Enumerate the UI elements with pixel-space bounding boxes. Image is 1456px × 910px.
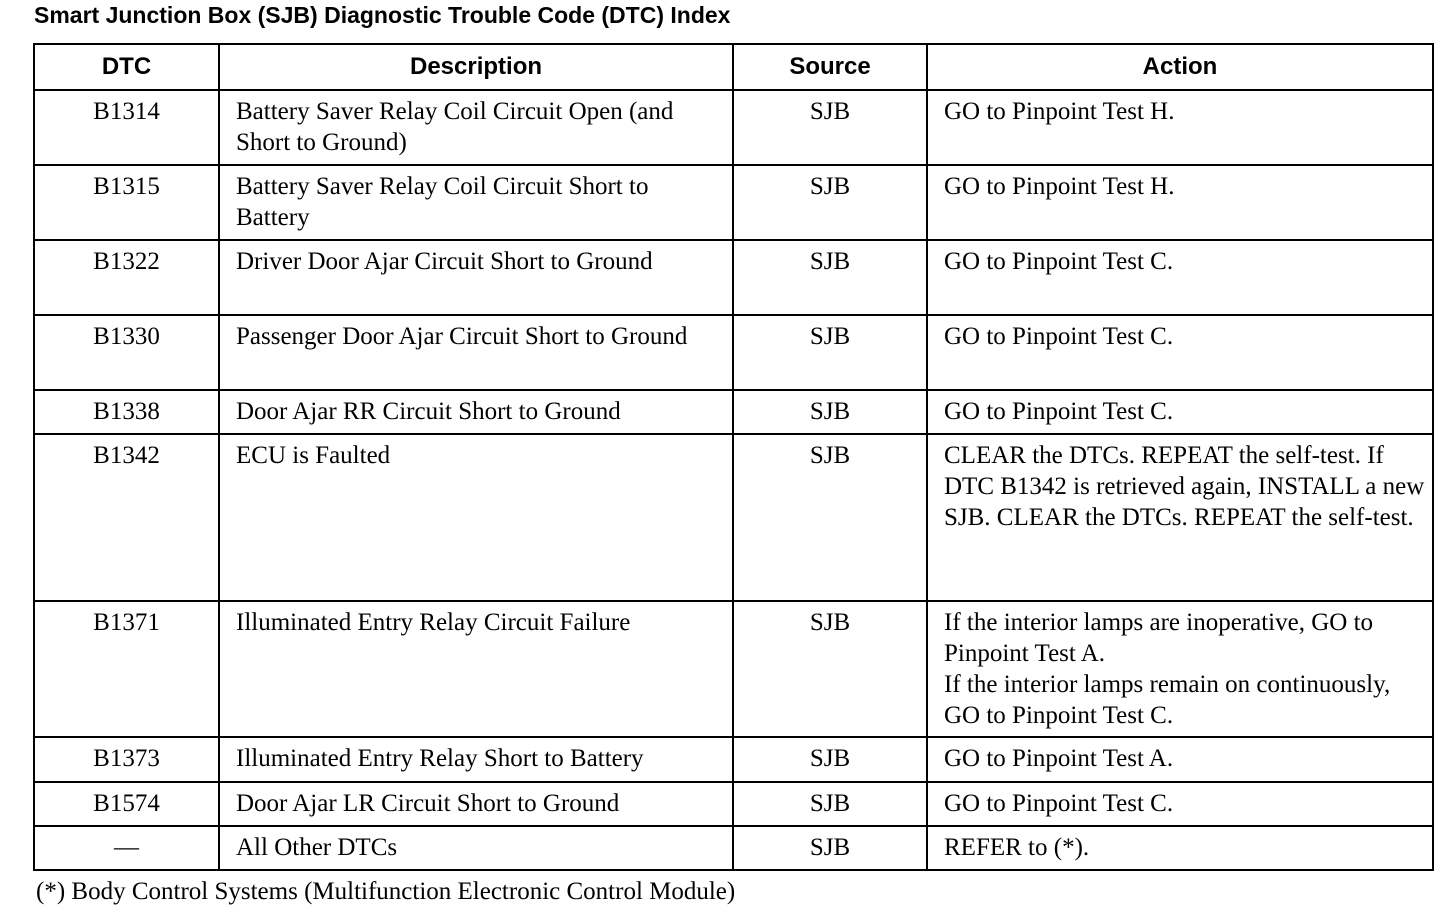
dtc-code: — <box>34 826 219 870</box>
dtc-source: SJB <box>733 737 927 782</box>
action-line: REFER to (*). <box>944 834 1090 861</box>
dtc-description: All Other DTCs <box>219 826 733 870</box>
table-row <box>34 315 1433 390</box>
dtc-source: SJB <box>733 601 927 737</box>
table-header-row <box>34 44 1433 90</box>
dtc-source: SJB <box>733 315 927 390</box>
dtc-code: B1314 <box>34 90 219 165</box>
dtc-source: SJB <box>733 165 927 240</box>
dtc-action <box>927 90 1433 165</box>
dtc-description: Battery Saver Relay Coil Circuit Short to Battery <box>219 165 733 240</box>
table-row <box>34 601 1433 737</box>
dtc-action <box>927 315 1433 390</box>
action-line: GO to Pinpoint Test H. <box>944 98 1175 125</box>
dtc-source: SJB <box>733 826 927 870</box>
dtc-description: Battery Saver Relay Coil Circuit Open (and Short to Ground) <box>219 90 733 165</box>
table-row <box>34 165 1433 240</box>
header-description: Description <box>219 44 733 90</box>
dtc-source: SJB <box>733 782 927 826</box>
table-row <box>34 90 1433 165</box>
dtc-code: B1330 <box>34 315 219 390</box>
dtc-source: SJB <box>733 390 927 434</box>
action-line: GO to Pinpoint Test C. <box>944 248 1174 275</box>
dtc-source: SJB <box>733 240 927 315</box>
dtc-description: Door Ajar LR Circuit Short to Ground <box>219 782 733 826</box>
dtc-description: Illuminated Entry Relay Circuit Failure <box>219 601 733 737</box>
header-action: Action <box>927 44 1433 90</box>
table-row <box>34 826 1433 870</box>
dtc-description: Driver Door Ajar Circuit Short to Ground <box>219 240 733 315</box>
dtc-code: B1574 <box>34 782 219 826</box>
action-line: GO to Pinpoint Test C. <box>944 323 1174 350</box>
dtc-code: B1322 <box>34 240 219 315</box>
table-row <box>34 390 1433 434</box>
footnote: (*) Body Control Systems (Multifunction Electronic Control Module) <box>36 878 736 905</box>
dtc-action <box>927 601 1433 737</box>
header-dtc: DTC <box>34 44 219 90</box>
dtc-action <box>927 165 1433 240</box>
page-title: Smart Junction Box (SJB) Diagnostic Trouble Code (DTC) Index <box>34 2 731 28</box>
dtc-action <box>927 434 1433 601</box>
header-source: Source <box>733 44 927 90</box>
dtc-description: Illuminated Entry Relay Short to Battery <box>219 737 733 782</box>
dtc-description: Passenger Door Ajar Circuit Short to Ground <box>219 315 733 390</box>
dtc-action <box>927 240 1433 315</box>
table-row <box>34 782 1433 826</box>
action-line: GO to Pinpoint Test H. <box>944 173 1175 200</box>
dtc-description: Door Ajar RR Circuit Short to Ground <box>219 390 733 434</box>
action-line: If the interior lamps are inoperative, GO to Pinpoint Test A. <box>944 609 1374 667</box>
action-line: GO to Pinpoint Test C. <box>944 398 1174 425</box>
dtc-code: B1342 <box>34 434 219 601</box>
dtc-source: SJB <box>733 434 927 601</box>
dtc-code: B1315 <box>34 165 219 240</box>
dtc-code: B1371 <box>34 601 219 737</box>
dtc-description: ECU is Faulted <box>219 434 733 601</box>
dtc-index-table <box>33 43 1434 871</box>
dtc-code: B1338 <box>34 390 219 434</box>
dtc-source: SJB <box>733 90 927 165</box>
action-line: GO to Pinpoint Test A. <box>944 745 1174 772</box>
action-line: If the interior lamps remain on continuously, GO to Pinpoint Test C. <box>944 671 1391 729</box>
action-line: GO to Pinpoint Test C. <box>944 790 1174 817</box>
dtc-action <box>927 826 1433 870</box>
dtc-action <box>927 737 1433 782</box>
dtc-code: B1373 <box>34 737 219 782</box>
table-row <box>34 240 1433 315</box>
table-row <box>34 737 1433 782</box>
table-row <box>34 434 1433 601</box>
dtc-action <box>927 390 1433 434</box>
action-line: CLEAR the DTCs. REPEAT the self-test. If DTC B1342 is retrieved again, INSTALL a new SJB. CLEAR the DTCs. REPEAT the self-test. <box>944 442 1425 531</box>
dtc-action <box>927 782 1433 826</box>
